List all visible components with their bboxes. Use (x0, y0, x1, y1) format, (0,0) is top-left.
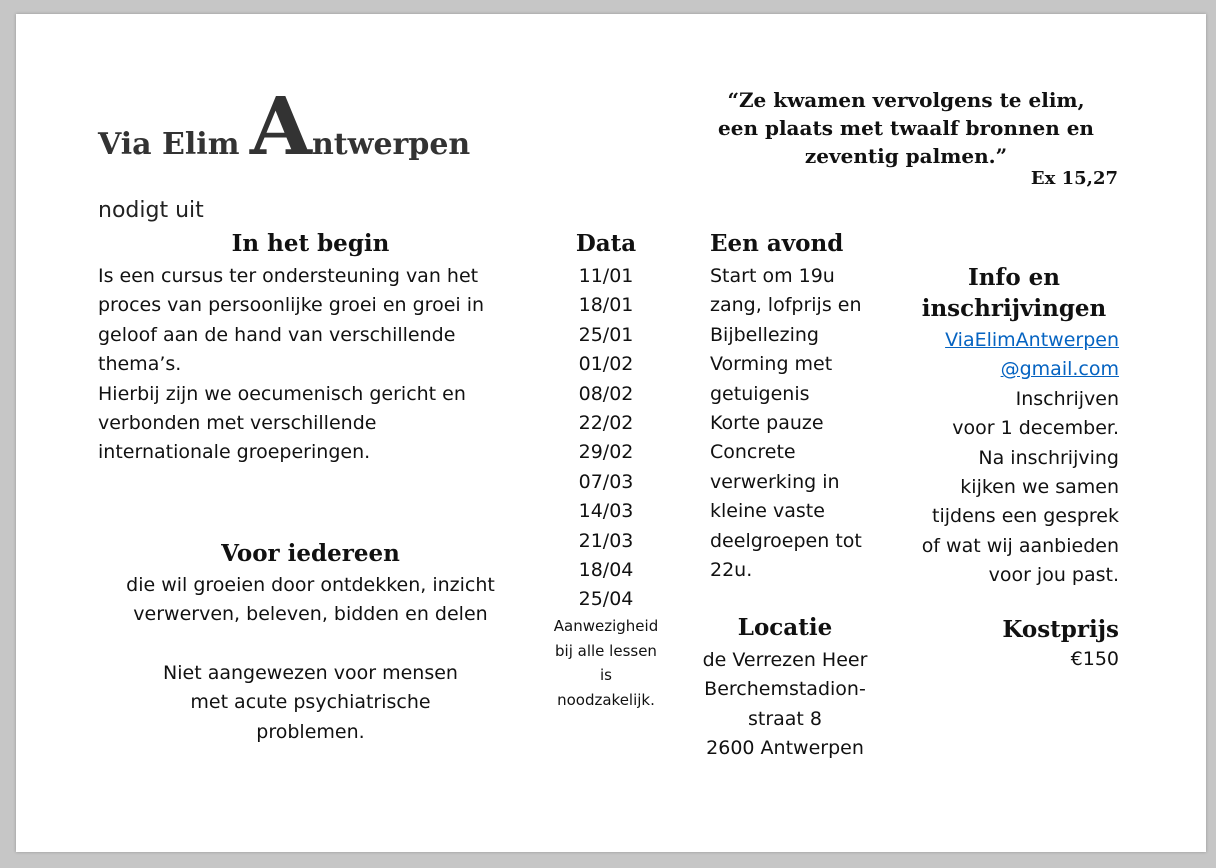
date-item: 08/02 (578, 382, 634, 405)
date-item: 25/04 (578, 588, 634, 611)
info-line: kijken we samen (960, 476, 1119, 499)
avond-line: verwerking in (710, 470, 840, 493)
attendance-note-line: bij alle lessen (555, 641, 657, 660)
kostprijs-heading: Kostprijs (1002, 616, 1119, 643)
date-item: 25/01 (578, 323, 634, 346)
info-line: voor jou past. (988, 564, 1119, 587)
locatie-line: de Verrezen Heer (702, 649, 868, 671)
attendance-note-line: noodzakelijk. (557, 690, 655, 709)
attendance-note-line: Aanwezigheid (553, 617, 659, 635)
date-item: 29/02 (578, 441, 634, 464)
date-list (546, 262, 666, 615)
avond-line: Korte pauze (710, 412, 824, 435)
begin-line: proces van persoonlijke groei en groei in (98, 294, 485, 317)
avond-heading: Een avond (710, 230, 844, 257)
voor-heading: Voor iedereen (221, 540, 400, 567)
avond-line: zang, lofprijs en (710, 294, 862, 317)
info-line: Na inschrijving (978, 446, 1119, 469)
document-page (16, 14, 1206, 852)
date-item: 22/02 (578, 412, 634, 435)
date-item: 14/03 (578, 500, 634, 523)
attendance-note (546, 614, 666, 712)
attendance-note-line: is (600, 666, 612, 684)
avond-line: Bijbellezing (710, 323, 819, 346)
begin-line: Hierbij zijn we oecumenisch gericht en (98, 382, 466, 405)
begin-line: verbonden met verschillende (98, 412, 377, 435)
avond-line: getuigenis (710, 382, 810, 405)
info-body (898, 326, 1119, 591)
begin-line: geloof aan de hand van verschillende (98, 323, 456, 346)
bible-quote (676, 86, 1136, 170)
begin-line: thema’s. (98, 353, 182, 376)
avond-body (710, 262, 885, 585)
quote-line: “Ze kwamen vervolgens te elim, (727, 88, 1085, 112)
locatie-body (690, 646, 880, 764)
begin-body (98, 262, 518, 468)
avond-line: kleine vaste (710, 500, 825, 523)
locatie-heading: Locatie (737, 614, 833, 641)
date-item: 11/01 (578, 265, 634, 287)
voor-note-line: met acute psychiatrische (190, 691, 431, 714)
begin-line: Is een cursus ter ondersteuning van het (98, 265, 479, 287)
kostprijs-value: €150 (1070, 648, 1119, 670)
title-big-letter: A (249, 79, 312, 173)
locatie-line: Berchemstadion- (704, 678, 866, 701)
info-heading: Info en inschrijvingen (921, 264, 1107, 322)
avond-line: 22u. (710, 559, 753, 582)
date-item: 21/03 (578, 529, 634, 552)
title-prefix: Via Elim (98, 127, 250, 162)
email-line[interactable]: ViaElimAntwerpen (945, 329, 1119, 351)
info-line: tijdens een gesprek (932, 505, 1119, 528)
voor-note (98, 659, 523, 747)
locatie-line: straat 8 (747, 707, 823, 730)
begin-heading: In het begin (231, 230, 390, 257)
begin-line: internationale groeperingen. (98, 441, 371, 464)
avond-line: Start om 19u (710, 265, 835, 287)
quote-line: zeventig palmen.” (804, 144, 1008, 168)
date-item: 07/03 (578, 470, 634, 493)
voor-line: verwerven, beleven, bidden en delen (133, 603, 488, 626)
info-line: of wat wij aanbieden (921, 534, 1119, 557)
email-line[interactable]: @gmail.com (1000, 358, 1119, 381)
avond-line: deelgroepen tot (710, 529, 862, 552)
voor-note-line: problemen. (256, 720, 365, 743)
page-title (98, 79, 471, 173)
title-suffix: ntwerpen (311, 127, 471, 162)
email-link[interactable] (898, 326, 1119, 385)
avond-line: Concrete (710, 441, 796, 464)
voor-line: die wil groeien door ontdekken, inzicht (126, 574, 495, 596)
locatie-line: 2600 Antwerpen (706, 737, 864, 760)
intro-text: nodigt uit (98, 198, 204, 223)
date-item: 18/01 (578, 294, 634, 317)
data-heading: Data (575, 230, 637, 257)
info-line: Inschrijven (1015, 387, 1119, 410)
voor-body (98, 571, 523, 630)
quote-reference: Ex 15,27 (1030, 168, 1118, 189)
info-line: voor 1 december. (952, 417, 1119, 440)
avond-line: Vorming met (710, 353, 833, 376)
date-item: 18/04 (578, 559, 634, 582)
quote-line: een plaats met twaalf bronnen en (718, 116, 1094, 140)
voor-note-line: Niet aangewezen voor mensen (163, 662, 458, 684)
date-item: 01/02 (578, 353, 634, 376)
